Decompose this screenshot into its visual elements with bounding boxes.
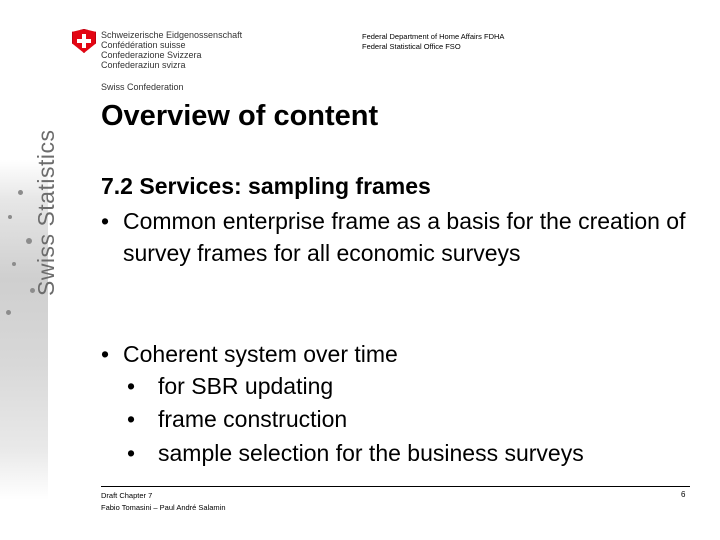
bullet-mark: • [101, 341, 110, 367]
footer-divider [101, 486, 690, 487]
confederation-line: Confederazione Svizzera [101, 50, 202, 60]
confederation-line: Confederaziun svizra [101, 60, 186, 70]
bullet-text: Coherent system over time [123, 341, 398, 367]
bullet-text: Common enterprise frame as a basis for the creation of survey frames for all economic surveys [123, 208, 686, 266]
figure-dot [6, 310, 11, 315]
confederation-en: Swiss Confederation [101, 82, 184, 92]
figure-dot [26, 238, 32, 244]
section-title: 7.2 Services: sampling frames [101, 173, 431, 199]
sub-bullet-item [127, 437, 584, 469]
department-line: Federal Statistical Office FSO [362, 42, 461, 51]
figure-dot [8, 215, 12, 219]
footer-line: Fabio Tomasini – Paul André Salamin [101, 503, 226, 512]
figure-dot [18, 190, 23, 195]
confederation-line: Schweizerische Eidgenossenschaft [101, 30, 243, 40]
swiss-flag-logo [72, 29, 96, 53]
confederation-names [101, 30, 242, 70]
footer-info [101, 490, 226, 514]
sub-bullet-item [127, 403, 347, 435]
sub-bullet-text: frame construction [158, 406, 348, 432]
department-line: Federal Department of Home Affairs FDHA [362, 32, 505, 41]
figure-dot [12, 262, 16, 266]
department-info [362, 32, 504, 52]
bullet-item [101, 338, 691, 370]
bullet-mark: • [127, 373, 136, 399]
sub-bullet-item [127, 370, 333, 402]
bullet-mark: • [127, 440, 136, 466]
sub-bullet-text: for SBR updating [158, 373, 334, 399]
bullet-item [101, 205, 691, 269]
footer-line: Draft Chapter 7 [101, 491, 153, 500]
sub-bullet-text: sample selection for the business surveys [158, 440, 584, 466]
bullet-mark: • [127, 406, 136, 432]
page-number: 6 [681, 490, 686, 499]
swiss-statistics-label: Swiss Statistics [33, 129, 59, 296]
bullet-mark: • [101, 208, 110, 234]
confederation-line: Confédération suisse [101, 40, 186, 50]
page-title: Overview of content [101, 100, 379, 132]
